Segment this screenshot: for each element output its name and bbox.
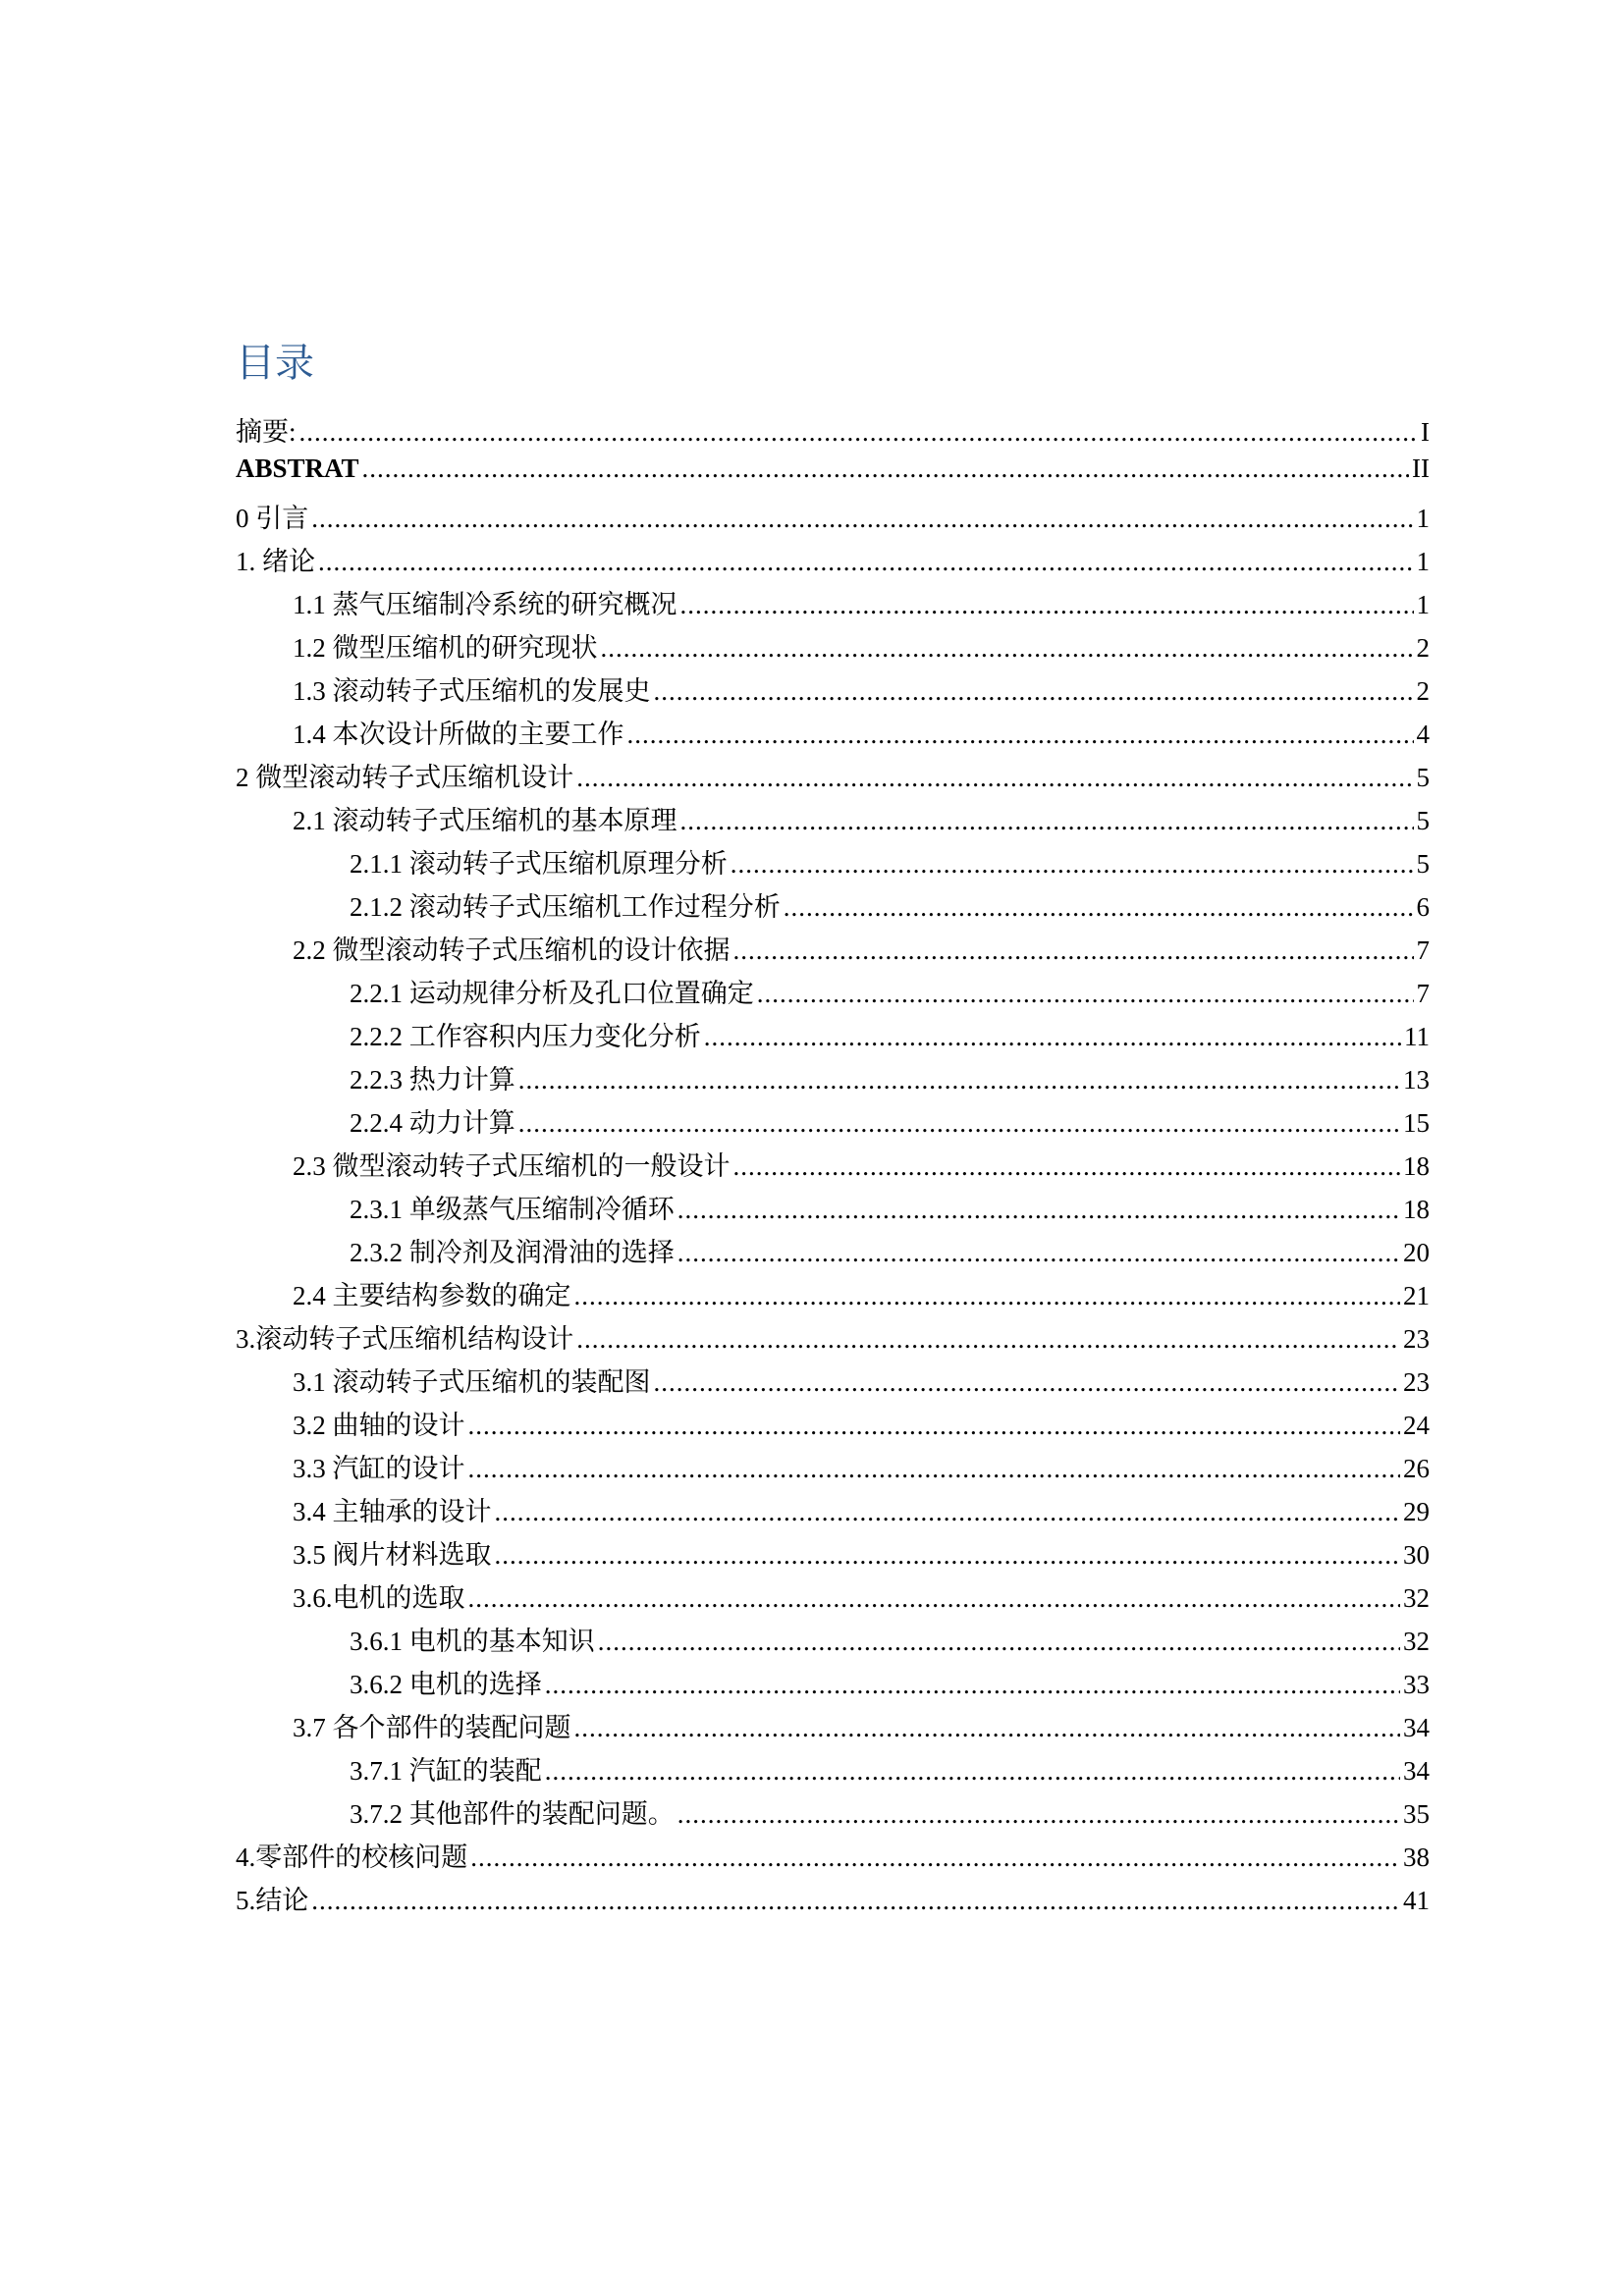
toc-entry[interactable] <box>236 1231 1430 1274</box>
toc-entry-page-number: 34 <box>1403 1756 1430 1786</box>
toc-entry-page-number: 26 <box>1403 1454 1430 1483</box>
toc-dot-leader <box>576 1324 1400 1355</box>
toc-entry-label: 3.7 各个部件的装配问题 <box>293 1713 571 1742</box>
toc-entry[interactable] <box>236 1576 1430 1620</box>
toc-dot-leader <box>677 1238 1400 1268</box>
toc-dot-leader <box>299 417 1418 448</box>
toc-entry[interactable] <box>236 713 1430 756</box>
toc-entry[interactable] <box>236 1533 1430 1576</box>
toc-entry-label: 3.5 阀片材料选取 <box>293 1540 492 1570</box>
toc-dot-leader <box>470 1842 1400 1873</box>
toc-entry[interactable] <box>236 1404 1430 1447</box>
toc-entry-page-number: 13 <box>1403 1065 1430 1095</box>
toc-entry[interactable] <box>236 1188 1430 1231</box>
toc-dot-leader <box>518 1108 1400 1139</box>
toc-dot-leader <box>784 892 1414 923</box>
toc-entry[interactable] <box>236 1836 1430 1879</box>
toc-dot-leader <box>468 1454 1401 1484</box>
toc-dot-leader <box>468 1411 1401 1441</box>
toc-entry-label: 3.6.1 电机的基本知识 <box>350 1627 595 1656</box>
toc-entry-page-number: 7 <box>1416 979 1430 1008</box>
toc-dot-leader <box>680 806 1414 836</box>
toc-entry[interactable] <box>236 1663 1430 1706</box>
toc-entry[interactable] <box>236 540 1430 583</box>
toc-entry-page-number: 32 <box>1403 1627 1430 1656</box>
toc-entry-page-number: 35 <box>1403 1799 1430 1829</box>
toc-entry-page-number: 18 <box>1403 1151 1430 1181</box>
toc-dot-leader <box>757 979 1414 1009</box>
toc-entry[interactable] <box>236 1361 1430 1404</box>
toc-entry-page-number: 29 <box>1403 1497 1430 1526</box>
toc-entry-page-number: II <box>1412 454 1430 483</box>
toc-entry[interactable] <box>236 1058 1430 1101</box>
toc-entry-label: 3.3 汽缸的设计 <box>293 1454 465 1483</box>
toc-entry[interactable] <box>236 1792 1430 1836</box>
toc-entry-page-number: 5 <box>1416 806 1430 835</box>
toc-dot-leader <box>576 763 1413 793</box>
toc-entry-label: 2.2.3 热力计算 <box>350 1065 515 1095</box>
toc-entry[interactable] <box>236 1620 1430 1663</box>
toc-entry-page-number: 7 <box>1416 935 1430 965</box>
toc-entry[interactable] <box>236 756 1430 799</box>
toc-entry-label: 1.1 蒸气压缩制冷系统的研究概况 <box>293 590 677 619</box>
toc-dot-leader <box>574 1713 1401 1743</box>
toc-entry-label: 2.4 主要结构参数的确定 <box>293 1281 571 1310</box>
toc-entry[interactable] <box>236 1749 1430 1792</box>
toc-dot-leader <box>574 1281 1401 1311</box>
toc-entry-label: 2.2 微型滚动转子式压缩机的设计依据 <box>293 935 731 965</box>
toc-entry-page-number: 32 <box>1403 1583 1430 1613</box>
toc-entry[interactable] <box>236 842 1430 885</box>
toc-dot-leader <box>731 849 1414 880</box>
toc-entry[interactable] <box>236 1101 1430 1145</box>
toc-title: 目录 <box>236 341 314 386</box>
toc-entry[interactable] <box>236 1879 1430 1922</box>
toc-entry-label: 4.零部件的校核问题 <box>236 1842 468 1872</box>
toc-entry-page-number: 2 <box>1416 676 1430 706</box>
toc-entry-label: 1. 绪论 <box>236 547 315 576</box>
toc-dot-leader <box>518 1065 1400 1095</box>
toc-entry[interactable] <box>236 1274 1430 1317</box>
toc-entry-page-number: 6 <box>1416 892 1430 922</box>
toc-entry-page-number: 38 <box>1403 1842 1430 1872</box>
toc-entry-page-number: 18 <box>1403 1195 1430 1224</box>
toc-entry-page-number: 33 <box>1403 1670 1430 1699</box>
toc-entry-page-number: 1 <box>1416 590 1430 619</box>
toc-entry-label: 2.1.1 滚动转子式压缩机原理分析 <box>350 849 728 879</box>
toc-entry[interactable] <box>236 583 1430 626</box>
toc-entry-page-number: 21 <box>1403 1281 1430 1310</box>
toc-entry-label: 0 引言 <box>236 504 309 533</box>
toc-dot-leader <box>468 1583 1401 1614</box>
toc-entry-label: 3.7.2 其他部件的装配问题。 <box>350 1799 675 1829</box>
toc-entry-page-number: 11 <box>1404 1022 1430 1051</box>
toc-dot-leader <box>733 1151 1401 1182</box>
toc-entry[interactable] <box>236 1447 1430 1490</box>
toc-entry-page-number: 2 <box>1416 633 1430 663</box>
toc-entry-page-number: 20 <box>1403 1238 1430 1267</box>
toc-entry[interactable] <box>236 1145 1430 1188</box>
toc-entry-label: 2.1 滚动转子式压缩机的基本原理 <box>293 806 677 835</box>
toc-entry-page-number: 30 <box>1403 1540 1430 1570</box>
toc-dot-leader <box>627 720 1414 750</box>
toc-entry[interactable] <box>236 1490 1430 1533</box>
toc-dot-leader <box>362 454 1409 484</box>
toc-entry-label: 3.2 曲轴的设计 <box>293 1411 465 1440</box>
toc-entry-label: 3.6.2 电机的选择 <box>350 1670 542 1699</box>
toc-entry-page-number: 5 <box>1416 849 1430 879</box>
toc-entry-page-number: 24 <box>1403 1411 1430 1440</box>
toc-list <box>236 410 1430 1922</box>
toc-dot-leader <box>601 633 1414 664</box>
toc-entry-label: 2.3.2 制冷剂及润滑油的选择 <box>350 1238 675 1267</box>
toc-dot-leader <box>677 1799 1400 1830</box>
toc-entry-label: 5.结论 <box>236 1886 309 1915</box>
toc-entry[interactable] <box>236 454 1430 497</box>
toc-entry[interactable] <box>236 410 1430 454</box>
toc-dot-leader <box>654 1367 1401 1398</box>
toc-dot-leader <box>545 1756 1400 1787</box>
toc-dot-leader <box>318 547 1414 577</box>
toc-entry-page-number: I <box>1421 417 1430 447</box>
toc-entry-label: 3.7.1 汽缸的装配 <box>350 1756 542 1786</box>
toc-entry-page-number: 41 <box>1403 1886 1430 1915</box>
toc-entry-page-number: 4 <box>1416 720 1430 749</box>
toc-entry-page-number: 34 <box>1403 1713 1430 1742</box>
toc-entry-page-number: 23 <box>1403 1324 1430 1354</box>
toc-entry-label: 2.2.1 运动规律分析及孔口位置确定 <box>350 979 754 1008</box>
toc-entry[interactable] <box>236 1706 1430 1749</box>
toc-entry-page-number: 1 <box>1416 504 1430 533</box>
toc-entry-page-number: 5 <box>1416 763 1430 792</box>
toc-entry-label: 2 微型滚动转子式压缩机设计 <box>236 763 574 792</box>
toc-dot-leader <box>311 1886 1400 1916</box>
toc-dot-leader <box>677 1195 1400 1225</box>
toc-entry-page-number: 23 <box>1403 1367 1430 1397</box>
toc-entry-label: 3.滚动转子式压缩机结构设计 <box>236 1324 574 1354</box>
toc-dot-leader <box>311 504 1413 534</box>
toc-dot-leader <box>704 1022 1401 1052</box>
toc-entry-page-number: 1 <box>1416 547 1430 576</box>
toc-entry[interactable] <box>236 497 1430 540</box>
toc-entry[interactable] <box>236 972 1430 1015</box>
toc-entry-label: 3.4 主轴承的设计 <box>293 1497 492 1526</box>
toc-entry-label: 3.6.电机的选取 <box>293 1583 465 1613</box>
toc-entry-label: ABSTRAT <box>236 454 359 483</box>
toc-entry-label: 3.1 滚动转子式压缩机的装配图 <box>293 1367 651 1397</box>
toc-entry[interactable] <box>236 799 1430 842</box>
toc-dot-leader <box>495 1497 1401 1527</box>
toc-entry[interactable] <box>236 1015 1430 1058</box>
toc-entry[interactable] <box>236 669 1430 713</box>
toc-entry[interactable] <box>236 929 1430 972</box>
toc-entry[interactable] <box>236 626 1430 669</box>
toc-dot-leader <box>495 1540 1401 1571</box>
toc-entry-label: 2.2.4 动力计算 <box>350 1108 515 1138</box>
toc-dot-leader <box>680 590 1414 620</box>
toc-dot-leader <box>733 935 1414 966</box>
toc-entry-label: 1.3 滚动转子式压缩机的发展史 <box>293 676 651 706</box>
toc-entry[interactable] <box>236 885 1430 929</box>
toc-entry-label: 2.3 微型滚动转子式压缩机的一般设计 <box>293 1151 731 1181</box>
toc-entry-label: 摘要: <box>236 417 297 447</box>
toc-entry[interactable] <box>236 1317 1430 1361</box>
toc-entry-label: 2.2.2 工作容积内压力变化分析 <box>350 1022 701 1051</box>
toc-entry-label: 1.4 本次设计所做的主要工作 <box>293 720 624 749</box>
toc-entry-label: 1.2 微型压缩机的研究现状 <box>293 633 598 663</box>
toc-entry-page-number: 15 <box>1403 1108 1430 1138</box>
toc-dot-leader <box>545 1670 1400 1700</box>
toc-dot-leader <box>598 1627 1400 1657</box>
toc-dot-leader <box>654 676 1414 707</box>
toc-entry-label: 2.1.2 滚动转子式压缩机工作过程分析 <box>350 892 781 922</box>
toc-entry-label: 2.3.1 单级蒸气压缩制冷循环 <box>350 1195 675 1224</box>
